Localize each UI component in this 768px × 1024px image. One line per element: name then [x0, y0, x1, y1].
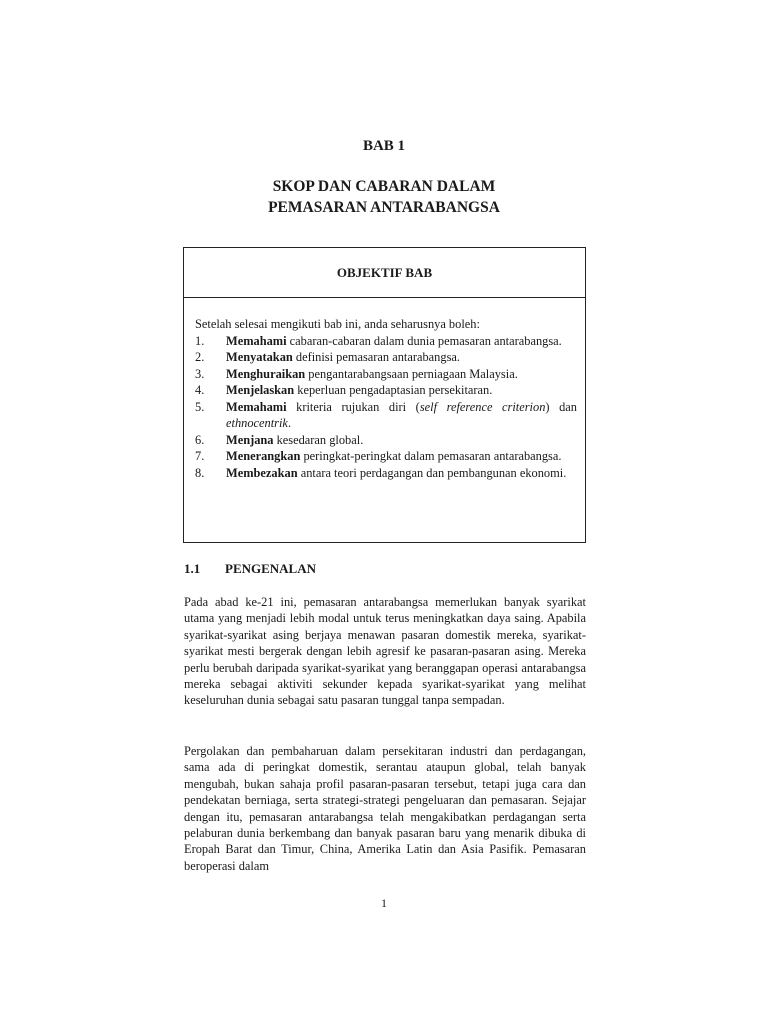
- page-number: 1: [381, 896, 387, 910]
- section-title: PENGENALAN: [225, 561, 317, 576]
- objectives-list: [195, 333, 577, 482]
- objective-text: [226, 382, 577, 399]
- objective-item-4: [195, 382, 577, 399]
- objective-desc: cabaran-cabaran dalam dunia pemasaran antarabangsa.: [286, 333, 562, 348]
- objectives-box: [183, 247, 586, 543]
- objective-verb: Memahami: [226, 333, 287, 348]
- objective-verb: Menjelaskan: [226, 383, 295, 397]
- objective-desc: kriteria rujukan diri (: [286, 399, 420, 414]
- objective-text: [226, 448, 577, 465]
- objective-verb: Menghuraikan: [226, 366, 306, 381]
- objective-text: [226, 366, 577, 383]
- objective-verb: Menjana: [226, 432, 274, 447]
- chapter-title-line1: SKOP DAN CABARAN DALAM: [272, 178, 496, 195]
- objective-term: self reference criterion: [419, 399, 546, 414]
- objective-text: [226, 333, 577, 350]
- objectives-heading: OBJEKTIF BAB: [184, 248, 585, 298]
- objective-number: 1.: [195, 333, 205, 348]
- objective-number: 2.: [195, 350, 205, 364]
- objectives-body: [184, 298, 585, 481]
- section-number: 1.1: [184, 561, 201, 576]
- objective-number: 8.: [195, 465, 205, 480]
- objective-desc: ) dan: [545, 399, 577, 414]
- objective-number: 6.: [195, 432, 205, 447]
- objective-item-7: [195, 448, 577, 465]
- objective-item-3: [195, 366, 577, 383]
- objective-item-2: [195, 349, 577, 366]
- objective-verb: Menerangkan: [226, 449, 301, 463]
- objective-desc: peringkat-peringkat dalam pemasaran antarabangsa.: [300, 449, 562, 463]
- objective-item-8: [195, 465, 577, 482]
- objective-number: 3.: [195, 366, 205, 381]
- objective-verb: Memahami: [226, 399, 287, 414]
- objective-desc: definisi pemasaran antarabangsa.: [292, 350, 460, 364]
- objective-number: 5.: [195, 399, 205, 414]
- objective-desc: .: [287, 416, 292, 430]
- chapter-title: [0, 176, 768, 218]
- objective-number: 4.: [195, 383, 205, 397]
- objective-text: [226, 349, 577, 366]
- objective-desc: kesedaran global.: [273, 432, 364, 447]
- body-paragraph-2: Pergolakan dan pembaharuan dalam persekitaran industri dan perdagangan, sama ada di peringkat domestik, serantau ataupun global, telah banyak mengubah, bukan sahaja profil pasaran-pasaran tersebut, tetapi juga cara dan pendekatan berniaga, serta strategi-strategi pengeluaran dan pemasaran. Sejajar dengan itu, pemasaran antarabangsa telah mengakibatkan perdagangan serta pelaburan dunia berkembang dan banyak pasaran baru yang menarik dibuka di Eropah Barat dan Timur, China, Amerika Latin dan Asia Pasifik. Pemasaran beroperasi dalam: [184, 744, 586, 873]
- objective-text: [226, 399, 577, 432]
- objective-desc: keperluan pengadaptasian persekitaran.: [294, 383, 493, 397]
- objective-item-1: [195, 333, 577, 350]
- objective-verb: Membezakan: [226, 465, 298, 480]
- objective-text: [226, 432, 577, 449]
- chapter-title-line2: PEMASARAN ANTARABANGSA: [268, 199, 500, 216]
- objective-desc: pengantarabangsaan perniagaan Malaysia.: [305, 366, 518, 381]
- objective-term: ethnocentrik: [226, 416, 288, 430]
- body-paragraph-1: Pada abad ke-21 ini, pemasaran antarabangsa memerlukan banyak syarikat utama yang menjadi lebih modal untuk terus meningkatkan daya saing. Apabila syarikat-syarikat asing berjaya menawan pasaran domestik mereka, syarikat-syarikat mesti bergerak dengan lebih agresif ke pasaran-pasaran asing. Mereka perlu berubah daripada syarikat-syarikat yang beranggapan operasi antarabangsa mereka sebagai aktiviti sekunder kepada syarikat-syarikat yang melihat keseluruhan dunia sebagai satu pasaran tunggal tanpa sempadan.: [184, 595, 586, 708]
- section-heading: [184, 561, 316, 577]
- objective-number: 7.: [195, 449, 205, 463]
- chapter-number: BAB 1: [362, 138, 406, 154]
- objective-desc: antara teori perdagangan dan pembangunan ekonomi.: [297, 465, 567, 480]
- objective-item-5: [195, 399, 577, 432]
- objective-item-6: [195, 432, 577, 449]
- objectives-intro: Setelah selesai mengikuti bab ini, anda seharusnya boleh:: [195, 317, 480, 331]
- objective-text: [226, 465, 577, 482]
- objective-verb: Menyatakan: [226, 350, 293, 364]
